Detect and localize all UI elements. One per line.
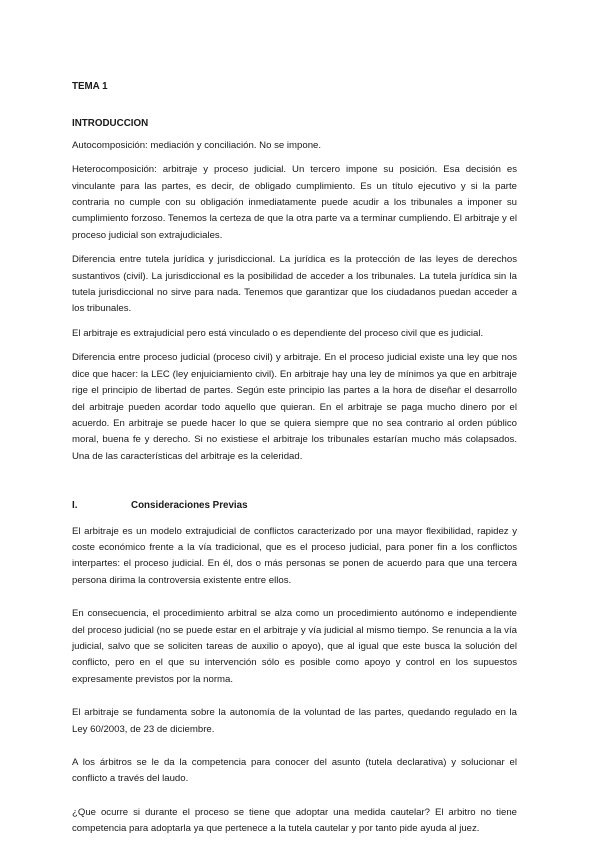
section-number: I. — [72, 500, 78, 512]
paragraph-autonomia: El arbitraje se fundamenta sobre la autonomía de la voluntad de las partes, quedando regulado en la Ley 60/2003, de 23 de diciembre. — [72, 707, 517, 735]
section-title: Consideraciones Previas — [131, 500, 248, 512]
paragraph-autocomposicion: Autocomposición: mediación y conciliación. No se impone. — [72, 139, 322, 151]
intro-heading: INTRODUCCION — [72, 118, 149, 130]
paragraph-medida-cautelar: ¿Que ocurre si durante el proceso se tiene que adoptar una medida cautelar? El arbitro no tiene competencia para adoptarla ya que pertenece a la tutela cautelar y por tanto pide ayuda al juez. — [72, 806, 517, 835]
paragraph-heterocomposicion: Heterocomposición: arbitraje y proceso judicial. Un tercero impone su posición. Esa decisión es vinculante para las partes, es decir, de obligado cumplimiento. Es un título ejecutivo y si la parte contraria no cumple con su obligación inmediatamente puede acudir a los tribunales a imponer su cumplimiento forzoso. Tenemos la certeza de que la otra parte va a terminar cumpliendo. El arbitraje y el proceso judicial son extrajudiciales. — [72, 164, 517, 241]
paragraph-arbitraje-extrajudicial: El arbitraje es extrajudicial pero está vinculado o es dependiente del proceso civil que es judicial. — [72, 327, 484, 339]
paragraph-arbitros: A los árbitros se le da la competencia para conocer del asunto (tutela declarativa) y solucionar el conflicto a través del laudo. — [72, 757, 517, 785]
document-body — [72, 79, 517, 838]
paragraph-consecuencia: En consecuencia, el procedimiento arbitral se alza como un procedimiento autónomo e independiente del proceso judicial (no se puede estar en el arbitraje y vía judicial al mismo tiempo. Se renuncia a la vía judicial, salvo que se soliciten tareas de auxilio o apoyo), que al igual que este busca la solución del conflicto, pero en el que su intervención sólo es posible como apoyo y control en los supuestos expresamente previstos por la norma. — [72, 608, 517, 685]
topic-title: TEMA 1 — [72, 81, 108, 92]
paragraph-tutela: Diferencia entre tutela jurídica y jurisdiccional. La jurídica es la protección de las leyes de derechos sustantivos (civil). La jurisdiccional es la posibilidad de acceder a los tribunales. La tutela jurídica sin la tutela jurisdiccional no sirve para nada. Tenemos que garantizar que los ciudadanos puedan acceder a los tribunales. — [72, 254, 517, 315]
paragraph-modelo-extrajudicial: El arbitraje es un modelo extrajudicial de conflictos caracterizado por una mayor flexibilidad, rapidez y coste económico frente a la vía tradicional, que es el proceso judicial, para poner fin a los conflictos interpartes: el proceso judicial. En él, dos o más personas se ponen de acuerdo para que una tercera persona dirima la controversia existente entre ellos. — [72, 525, 517, 586]
paragraph-diferencia-proceso: Diferencia entre proceso judicial (proceso civil) y arbitraje. En el proceso judicial existe una ley que nos dice que hacer: la LEC (ley enjuiciamiento civil). En arbitraje hay una ley de mínimos ya que en arbitraje rige el principio de libertad de partes. Según este principio las partes a la hora de diseñar el desarrollo del arbitraje pueden acordar todo aquello que quieran. En el arbitraje se paga mucho dinero por el acuerdo. En arbitraje se puede hacer lo que se quiera siempre que no sea contrario al orden público moral, buena fe y derecho. Si no existiese el arbitraje los tribunales estarían mucho más colapsados. Una de las características del arbitraje es la celeridad. — [72, 352, 517, 462]
section-heading — [72, 498, 517, 514]
